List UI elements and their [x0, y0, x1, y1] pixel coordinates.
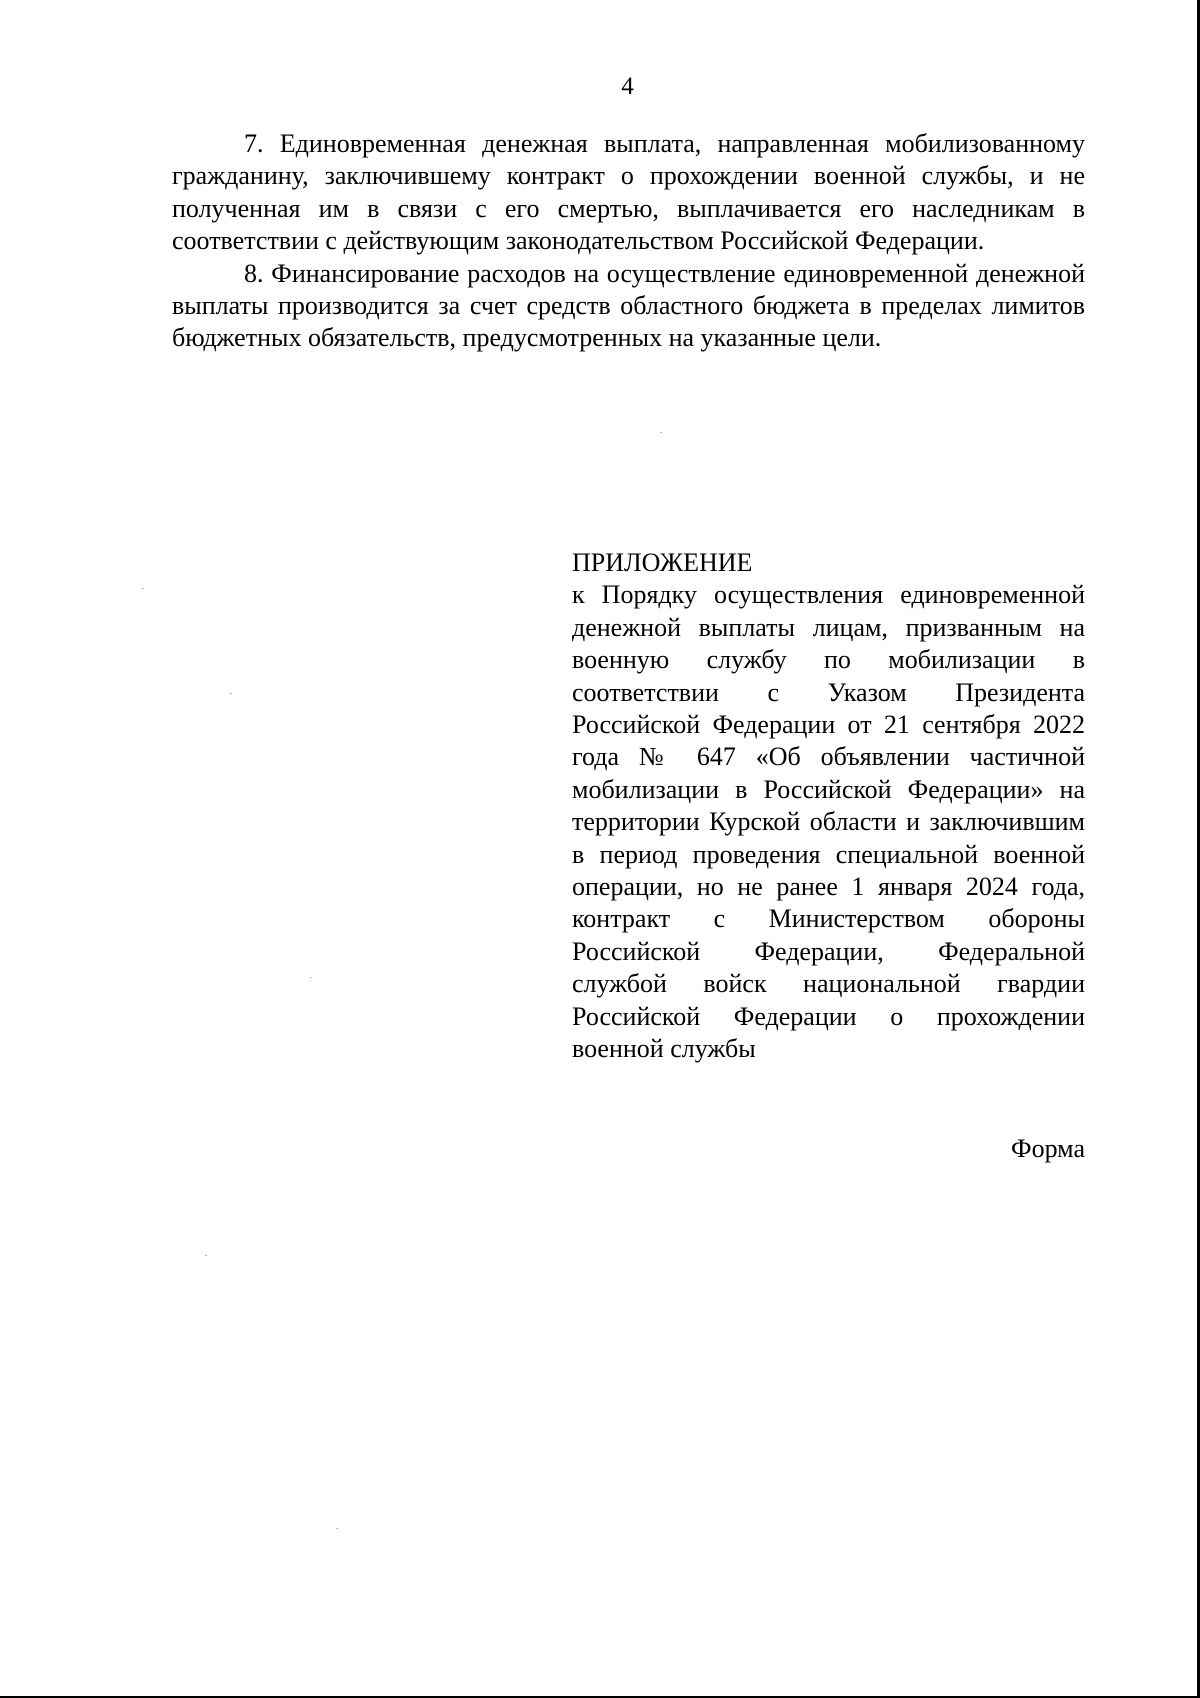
document-body [172, 128, 1085, 355]
form-label: Форма [1011, 1134, 1085, 1163]
paragraph-7: 7. Единовременная денежная выплата, направленная мобилизованному гражданину, заключившему контракт о прохождении военной службы, и не полученная им в связи с его смертью, выплачивается его наследникам в соответствии с действующим законодательством Российской Федерации. [172, 129, 1085, 256]
appendix-title: ПРИЛОЖЕНИЕ [572, 548, 753, 577]
appendix-description: к Порядку осуществления единовременной денежной выплаты лицам, призванным на военную службу по мобилизации в соответствии с Указом Президента Российской Федерации от 21 сентября 2022 года № 647 «Об объявлении частичной мобилизации в Российской Федерации» на территории Курской области и заключившим в период проведения специальной военной операции, но не ранее 1 января 2024 года, контракт с Министерством обороны Российской Федерации, Федеральной службой войск национальной гвардии Российской Федерации о прохождении военной службы [572, 580, 1085, 1064]
scan-speck [660, 432, 662, 433]
page-number: 4 [621, 73, 634, 100]
paragraph-8: 8. Финансирование расходов на осуществление единовременной денежной выплаты производится за счет средств областного бюджета в пределах лимитов бюджетных обязательств, предусмотренных на указанные цели. [172, 258, 1085, 353]
scan-speck [310, 977, 312, 978]
appendix-block [572, 547, 1085, 1066]
scan-speck [142, 588, 144, 589]
scan-speck [205, 1255, 207, 1256]
scan-speck [336, 1528, 338, 1529]
scan-speck [230, 693, 232, 694]
